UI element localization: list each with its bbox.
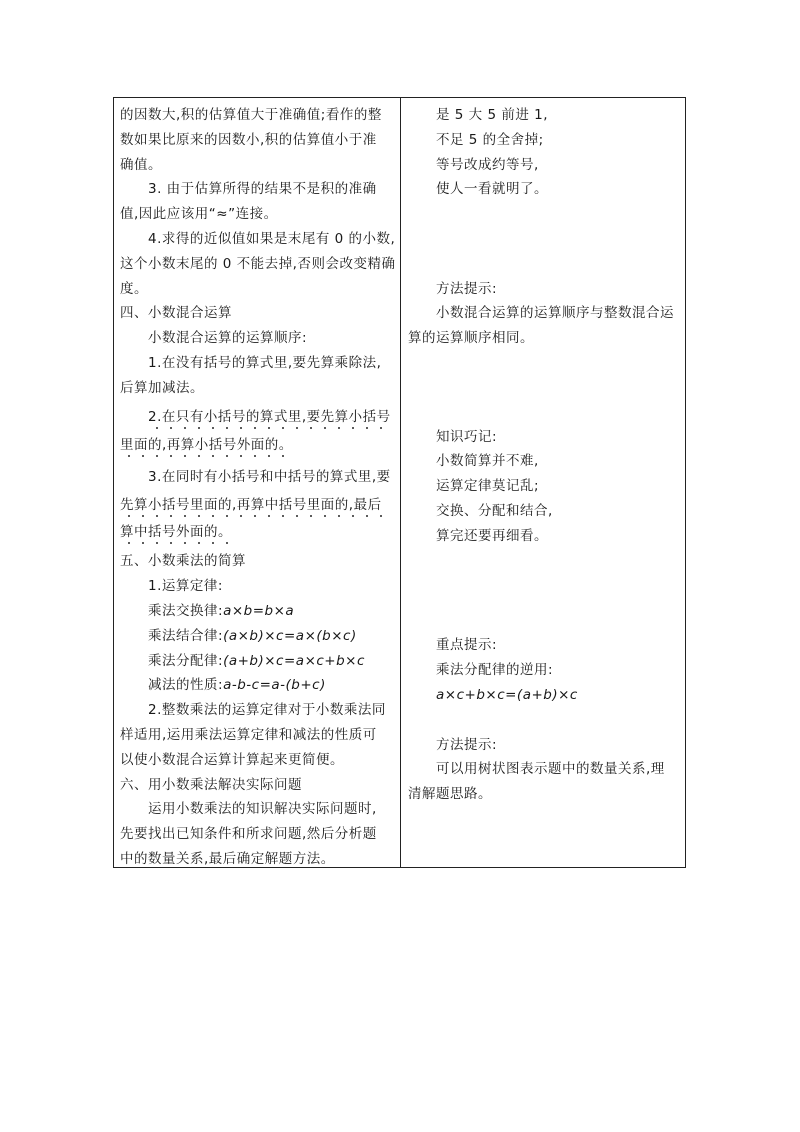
law-formula: (a×b)×c=a×(b×c) <box>223 628 357 644</box>
left-line: 小数混合运算的运算顺序: <box>148 330 308 346</box>
key-formula: a×c+b×c=(a+b)×c <box>436 687 578 703</box>
left-line: 3. 由于估算所得的结果不是积的准确 <box>148 181 377 197</box>
mnemonic-line: 不足 5 的全舍掉; <box>436 132 544 148</box>
memo-line: 交换、分配和结合, <box>436 503 553 519</box>
left-line: 中的数量关系,最后确定解题方法。 <box>120 851 335 867</box>
law-line <box>148 627 357 645</box>
mnemonic-line: 等号改成约等号, <box>436 157 539 173</box>
law-label: 乘法结合律: <box>148 628 224 644</box>
law-label: 减法的性质: <box>148 677 224 693</box>
left-line: 4.求得的近似值如果是末尾有 0 的小数, <box>148 231 396 247</box>
law-line <box>148 652 365 670</box>
law-formula: a-b-c=a-(b+c) <box>223 677 326 693</box>
left-line: 确值。 <box>120 157 162 173</box>
tip-line: 小数混合运算的运算顺序与整数混合运 <box>436 305 674 321</box>
tip-line: 清解题思路。 <box>408 786 492 802</box>
memo-line: 算完还要再细看。 <box>436 528 548 544</box>
memo-title: 知识巧记: <box>436 429 498 445</box>
column-divider <box>400 98 401 867</box>
left-line: 值,因此应该用“≈”连接。 <box>120 206 278 222</box>
section-heading: 六、用小数乘法解决实际问题 <box>120 777 302 793</box>
tip-line: 算的运算顺序相同。 <box>408 330 534 346</box>
left-line: 数如果比原来的因数小,积的估算值小于准 <box>120 132 377 148</box>
memo-line: 运算定律莫记乱; <box>436 478 540 494</box>
left-line: 这个小数末尾的 0 不能去掉,否则会改变精确 <box>120 256 396 272</box>
notes-table <box>113 97 686 868</box>
left-line: 后算加减法。 <box>120 380 204 396</box>
left-line: 2.整数乘法的运算定律对于小数乘法同 <box>148 702 386 718</box>
tip-title: 方法提示: <box>436 737 498 753</box>
law-formula: (a+b)×c=a×c+b×c <box>223 653 365 669</box>
mnemonic-line: 是 5 大 5 前进 1, <box>436 107 549 123</box>
emphasized-line: 2.在只有小括号的算式里,要先算小括号 <box>148 408 391 430</box>
left-line: 样适用,运用乘法运算定律和减法的性质可 <box>120 727 377 743</box>
left-line: 度。 <box>120 281 148 297</box>
law-line <box>148 602 294 620</box>
key-line: 乘法分配律的逆用: <box>436 662 554 678</box>
left-line: 1.运算定律: <box>148 578 223 594</box>
tip-title: 方法提示: <box>436 281 498 297</box>
left-line: 的因数大,积的估算值大于准确值;看作的整 <box>120 107 382 123</box>
left-line: 1.在没有括号的算式里,要先算乘除法, <box>148 355 382 371</box>
section-heading: 四、小数混合运算 <box>120 305 232 321</box>
left-line: 先要找出已知条件和所求问题,然后分析题 <box>120 826 377 842</box>
section-heading: 五、小数乘法的简算 <box>120 553 246 569</box>
key-title: 重点提示: <box>436 637 498 653</box>
law-label: 乘法交换律: <box>148 603 224 619</box>
left-line: 以使小数混合运算计算起来更简便。 <box>120 752 344 768</box>
law-formula: a×b=b×a <box>223 603 295 619</box>
left-line: 运用小数乘法的知识解决实际问题时, <box>148 801 377 817</box>
emphasized-line: 里面的,再算小括号外面的。 <box>120 436 293 458</box>
tip-line: 可以用树状图表示题中的数量关系,理 <box>436 761 665 777</box>
left-line: 3.在同时有小括号和中括号的算式里,要 <box>148 469 391 485</box>
emphasized-line: 先算小括号里面的,再算中括号里面的,最后 <box>120 496 382 518</box>
law-label: 乘法分配律: <box>148 653 224 669</box>
law-line <box>148 676 326 694</box>
memo-line: 小数简算并不难, <box>436 453 539 469</box>
emphasized-line: 算中括号外面的。 <box>120 523 232 545</box>
mnemonic-line: 使人一看就明了。 <box>436 181 548 197</box>
